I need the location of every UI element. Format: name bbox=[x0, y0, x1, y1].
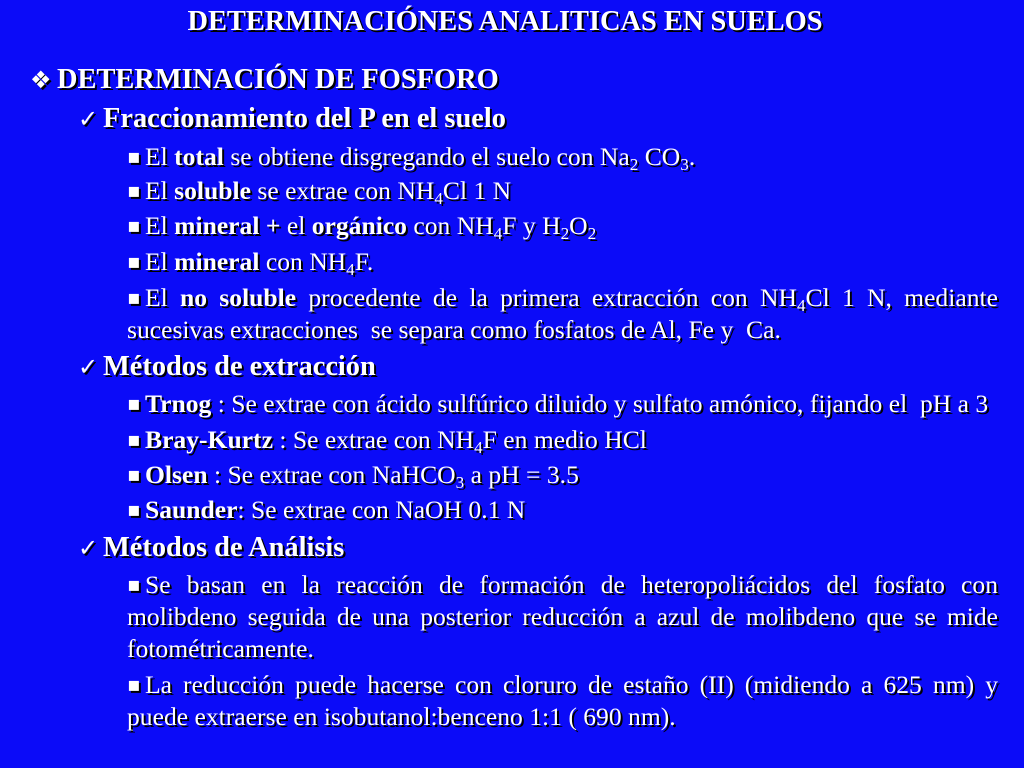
subscript-text: 2 bbox=[629, 154, 639, 174]
heading-determinacion-fosforo bbox=[30, 63, 499, 97]
item-mineral bbox=[127, 246, 998, 278]
item-text bbox=[145, 142, 696, 174]
item-total bbox=[127, 141, 998, 173]
text-run: : Se extrae con NaOH 0.1 N bbox=[237, 495, 526, 524]
square-bullet-icon: ▪ bbox=[127, 285, 141, 309]
square-bullet-icon: ▪ bbox=[127, 144, 141, 168]
subscript-text: 4 bbox=[796, 295, 806, 315]
text-run: con NH bbox=[406, 211, 494, 240]
slide-title: DETERMINACIÓNES ANALITICAS EN SUELOS bbox=[187, 6, 823, 37]
text-run: a pH = 3.5 bbox=[464, 460, 579, 489]
square-bullet-icon: ▪ bbox=[127, 462, 141, 486]
section-title-line bbox=[78, 350, 376, 384]
bold-text: Bray-Kurtz bbox=[145, 425, 273, 454]
item-text bbox=[127, 283, 1004, 344]
item-text bbox=[145, 247, 374, 279]
bold-text: Olsen bbox=[145, 460, 208, 489]
item-soluble bbox=[127, 175, 998, 207]
text-run: La reducción puede hacerse con cloruro de estaño (II) (midiendo a 625 nm) y puede extraerse en isobutanol:benceno 1:1 ( 690 nm). bbox=[127, 670, 1005, 731]
text-run: F. bbox=[354, 247, 374, 276]
text-run: El bbox=[145, 142, 175, 171]
text-run: Se basan en la reacción de formación de heteropoliácidos del fosfato con molibdeno seguida de una posterior reducción a azul de molibdeno que se mide fotométricamente. bbox=[127, 570, 1005, 663]
square-bullet-icon: ▪ bbox=[127, 249, 141, 273]
item-text bbox=[145, 211, 597, 243]
item-trnog bbox=[127, 388, 998, 420]
square-bullet-icon: ▪ bbox=[127, 391, 141, 415]
bold-text: Trnog bbox=[145, 389, 212, 418]
section-title: Métodos de extracción bbox=[103, 351, 376, 382]
text-run: Cl 1 N, mediante sucesivas extracciones se separa como fosfatos de Al, Fe y Ca. bbox=[127, 283, 1005, 344]
item-saunder bbox=[127, 494, 998, 526]
bold-text: mineral bbox=[174, 247, 260, 276]
square-bullet-icon: ▪ bbox=[127, 427, 141, 451]
text-run: : Se extrae con ácido sulfúrico diluido y sulfato amónico, fijando el pH a 3 bbox=[211, 389, 989, 418]
check-bullet-icon: ✓ bbox=[78, 534, 99, 562]
item-bray-kurtz bbox=[127, 424, 998, 456]
square-bullet-icon: ▪ bbox=[127, 497, 141, 521]
subscript-text: 2 bbox=[560, 223, 570, 243]
square-bullet-icon: ▪ bbox=[127, 672, 141, 696]
item-text bbox=[127, 570, 1004, 663]
item-mineral-organico bbox=[127, 210, 998, 242]
text-run: se extrae con NH bbox=[250, 176, 435, 205]
subscript-text: 4 bbox=[493, 223, 503, 243]
square-bullet-icon: ▪ bbox=[127, 178, 141, 202]
bold-text: orgánico bbox=[311, 211, 407, 240]
text-run: F en medio HCl bbox=[482, 425, 647, 454]
item-text bbox=[145, 425, 647, 457]
item-heteropoliacidos bbox=[127, 569, 1005, 665]
section-title-line bbox=[78, 531, 344, 565]
item-text bbox=[145, 176, 512, 208]
item-text bbox=[145, 460, 579, 492]
text-run: Cl 1 N bbox=[442, 176, 512, 205]
subscript-text: 3 bbox=[680, 154, 689, 174]
subscript-text: 4 bbox=[474, 437, 483, 457]
item-no-soluble bbox=[127, 282, 1005, 346]
text-run: el bbox=[280, 211, 312, 240]
item-text bbox=[145, 495, 525, 524]
text-run: El bbox=[145, 211, 175, 240]
bold-text: soluble bbox=[174, 176, 251, 205]
bold-text: total bbox=[174, 142, 224, 171]
text-run: CO bbox=[638, 142, 681, 171]
text-run: : Se extrae con NH bbox=[272, 425, 475, 454]
text-run: con NH bbox=[259, 247, 347, 276]
text-run: procedente de la primera extracción con NH bbox=[296, 283, 797, 312]
item-text bbox=[127, 670, 1004, 731]
subscript-text: 4 bbox=[434, 188, 443, 208]
item-text bbox=[145, 389, 988, 418]
subscript-text: 2 bbox=[587, 223, 597, 243]
text-run: . bbox=[688, 142, 696, 171]
check-bullet-icon: ✓ bbox=[78, 353, 99, 381]
text-run: O bbox=[569, 211, 588, 240]
text-run: : Se extrae con NaHCO bbox=[207, 460, 456, 489]
diamond-bullet-icon: ❖ bbox=[30, 66, 52, 94]
text-run: se obtiene disgregando el suelo con Na bbox=[223, 142, 630, 171]
text-run: El bbox=[145, 247, 175, 276]
heading-text: DETERMINACIÓN DE FOSFORO bbox=[57, 64, 499, 95]
section-title-line bbox=[78, 102, 506, 136]
text-run: El bbox=[145, 176, 175, 205]
section-title: Métodos de Análisis bbox=[103, 532, 345, 563]
text-run: El bbox=[145, 283, 181, 312]
bold-text: mineral + bbox=[174, 211, 281, 240]
bold-text: no soluble bbox=[180, 283, 297, 312]
square-bullet-icon: ▪ bbox=[127, 213, 141, 237]
subscript-text: 3 bbox=[455, 472, 465, 492]
section-title: Fraccionamiento del P en el suelo bbox=[103, 103, 506, 134]
item-reduccion bbox=[127, 669, 1005, 733]
square-bullet-icon: ▪ bbox=[127, 572, 141, 596]
item-olsen bbox=[127, 459, 998, 491]
subscript-text: 4 bbox=[346, 259, 355, 279]
bold-text: Saunder bbox=[145, 495, 238, 524]
text-run: F y H bbox=[502, 211, 561, 240]
check-bullet-icon: ✓ bbox=[78, 105, 99, 133]
